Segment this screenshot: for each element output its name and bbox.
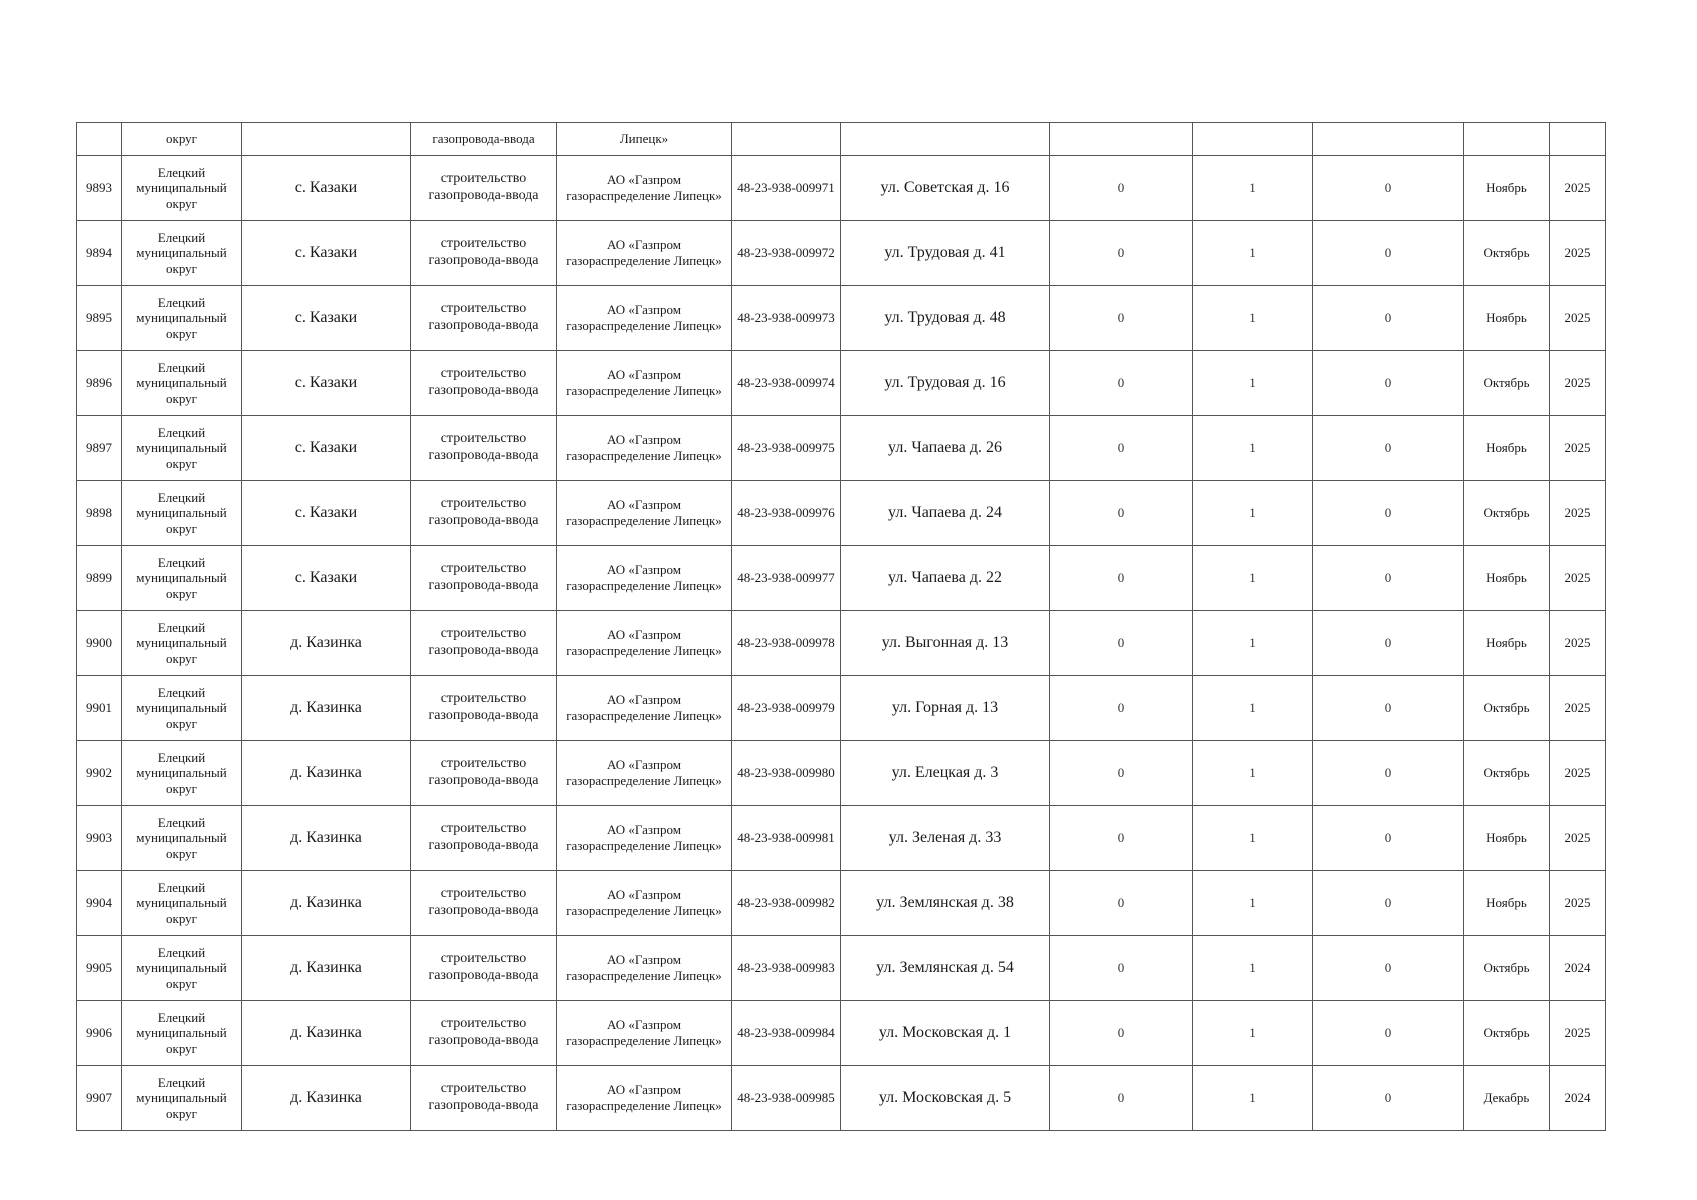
- cell-col8: 0: [1050, 546, 1193, 611]
- cell-col8: 0: [1050, 416, 1193, 481]
- cell-col9: 1: [1193, 936, 1313, 1001]
- cell-col8: [1050, 123, 1193, 156]
- cell-district: Елецкий муниципальный округ: [122, 221, 242, 286]
- cell-locality: д. Казинка: [242, 936, 411, 1001]
- cell-district: Елецкий муниципальный округ: [122, 156, 242, 221]
- cell-work-type: строительство газопровода-ввода: [411, 611, 557, 676]
- cell-no: 9906: [77, 1001, 122, 1066]
- table-row: [77, 806, 1606, 871]
- cell-address: ул. Чапаева д. 26: [841, 416, 1050, 481]
- cell-district: Елецкий муниципальный округ: [122, 1001, 242, 1066]
- cell-organization: АО «Газпром газораспределение Липецк»: [557, 611, 732, 676]
- table-row: [77, 351, 1606, 416]
- cell-col9: 1: [1193, 351, 1313, 416]
- cell-work-type: строительство газопровода-ввода: [411, 416, 557, 481]
- cell-district: Елецкий муниципальный округ: [122, 416, 242, 481]
- cell-district: Елецкий муниципальный округ: [122, 741, 242, 806]
- cell-year: 2025: [1550, 481, 1606, 546]
- cell-organization: АО «Газпром газораспределение Липецк»: [557, 806, 732, 871]
- cell-address: [841, 123, 1050, 156]
- cell-locality: д. Казинка: [242, 676, 411, 741]
- cell-locality: [242, 123, 411, 156]
- cell-year: 2025: [1550, 806, 1606, 871]
- table-row: [77, 1001, 1606, 1066]
- cell-organization: АО «Газпром газораспределение Липецк»: [557, 871, 732, 936]
- cell-col10: 0: [1313, 156, 1464, 221]
- cell-year: 2024: [1550, 936, 1606, 1001]
- cell-col10: 0: [1313, 546, 1464, 611]
- cell-locality: д. Казинка: [242, 611, 411, 676]
- cell-organization: АО «Газпром газораспределение Липецк»: [557, 221, 732, 286]
- cell-no: 9899: [77, 546, 122, 611]
- cell-no: 9898: [77, 481, 122, 546]
- cell-organization: АО «Газпром газораспределение Липецк»: [557, 481, 732, 546]
- cell-col9: 1: [1193, 221, 1313, 286]
- table-row: [77, 286, 1606, 351]
- cell-col9: 1: [1193, 156, 1313, 221]
- cell-col10: [1313, 123, 1464, 156]
- cell-organization: АО «Газпром газораспределение Липецк»: [557, 741, 732, 806]
- cell-col8: 0: [1050, 871, 1193, 936]
- cell-locality: д. Казинка: [242, 741, 411, 806]
- cell-col9: 1: [1193, 1066, 1313, 1131]
- cell-work-type: строительство газопровода-ввода: [411, 676, 557, 741]
- cell-organization: АО «Газпром газораспределение Липецк»: [557, 286, 732, 351]
- cell-organization: АО «Газпром газораспределение Липецк»: [557, 676, 732, 741]
- cell-address: ул. Выгонная д. 13: [841, 611, 1050, 676]
- cell-organization: АО «Газпром газораспределение Липецк»: [557, 1066, 732, 1131]
- cell-locality: д. Казинка: [242, 871, 411, 936]
- cell-organization: АО «Газпром газораспределение Липецк»: [557, 416, 732, 481]
- cell-address: ул. Елецкая д. 3: [841, 741, 1050, 806]
- cell-code: 48-23-938-009978: [732, 611, 841, 676]
- cell-col8: 0: [1050, 806, 1193, 871]
- cell-month: Ноябрь: [1464, 611, 1550, 676]
- cell-code: 48-23-938-009975: [732, 416, 841, 481]
- cell-address: ул. Московская д. 1: [841, 1001, 1050, 1066]
- cell-code: 48-23-938-009983: [732, 936, 841, 1001]
- continuation-row: [77, 123, 1606, 156]
- cell-work-type: строительство газопровода-ввода: [411, 546, 557, 611]
- cell-month: Ноябрь: [1464, 871, 1550, 936]
- cell-month: Ноябрь: [1464, 286, 1550, 351]
- cell-locality: д. Казинка: [242, 1001, 411, 1066]
- cell-col10: 0: [1313, 351, 1464, 416]
- cell-code: 48-23-938-009971: [732, 156, 841, 221]
- cell-locality: д. Казинка: [242, 1066, 411, 1131]
- cell-col8: 0: [1050, 611, 1193, 676]
- cell-year: 2025: [1550, 221, 1606, 286]
- cell-year: 2025: [1550, 351, 1606, 416]
- cell-col10: 0: [1313, 871, 1464, 936]
- cell-year: 2025: [1550, 416, 1606, 481]
- cell-col8: 0: [1050, 1066, 1193, 1131]
- cell-work-type: строительство газопровода-ввода: [411, 481, 557, 546]
- cell-code: [732, 123, 841, 156]
- table-row: [77, 871, 1606, 936]
- cell-col9: [1193, 123, 1313, 156]
- cell-address: ул. Чапаева д. 24: [841, 481, 1050, 546]
- cell-code: 48-23-938-009973: [732, 286, 841, 351]
- cell-col10: 0: [1313, 416, 1464, 481]
- cell-organization: АО «Газпром газораспределение Липецк»: [557, 936, 732, 1001]
- cell-code: 48-23-938-009972: [732, 221, 841, 286]
- cell-work-type: газопровода-ввода: [411, 123, 557, 156]
- cell-col9: 1: [1193, 416, 1313, 481]
- cell-col9: 1: [1193, 611, 1313, 676]
- cell-district: Елецкий муниципальный округ: [122, 351, 242, 416]
- cell-col10: 0: [1313, 806, 1464, 871]
- cell-locality: д. Казинка: [242, 806, 411, 871]
- cell-no: 9902: [77, 741, 122, 806]
- cell-address: ул. Трудовая д. 41: [841, 221, 1050, 286]
- cell-year: 2025: [1550, 676, 1606, 741]
- cell-work-type: строительство газопровода-ввода: [411, 871, 557, 936]
- cell-work-type: строительство газопровода-ввода: [411, 806, 557, 871]
- cell-no: 9901: [77, 676, 122, 741]
- table-body: [77, 123, 1606, 1131]
- cell-work-type: строительство газопровода-ввода: [411, 286, 557, 351]
- cell-district: Елецкий муниципальный округ: [122, 481, 242, 546]
- cell-year: 2025: [1550, 156, 1606, 221]
- cell-locality: с. Казаки: [242, 221, 411, 286]
- cell-work-type: строительство газопровода-ввода: [411, 1001, 557, 1066]
- cell-no: 9907: [77, 1066, 122, 1131]
- cell-year: 2025: [1550, 611, 1606, 676]
- cell-col8: 0: [1050, 936, 1193, 1001]
- cell-month: Октябрь: [1464, 221, 1550, 286]
- table-row: [77, 546, 1606, 611]
- cell-year: 2025: [1550, 741, 1606, 806]
- cell-locality: с. Казаки: [242, 416, 411, 481]
- cell-code: 48-23-938-009977: [732, 546, 841, 611]
- cell-no: 9893: [77, 156, 122, 221]
- cell-month: Октябрь: [1464, 741, 1550, 806]
- cell-year: 2025: [1550, 871, 1606, 936]
- cell-code: 48-23-938-009985: [732, 1066, 841, 1131]
- cell-no: 9897: [77, 416, 122, 481]
- cell-district: Елецкий муниципальный округ: [122, 611, 242, 676]
- cell-col9: 1: [1193, 741, 1313, 806]
- table-row: [77, 156, 1606, 221]
- cell-no: 9895: [77, 286, 122, 351]
- cell-work-type: строительство газопровода-ввода: [411, 221, 557, 286]
- cell-address: ул. Трудовая д. 48: [841, 286, 1050, 351]
- table-row: [77, 221, 1606, 286]
- cell-address: ул. Чапаева д. 22: [841, 546, 1050, 611]
- cell-organization: АО «Газпром газораспределение Липецк»: [557, 1001, 732, 1066]
- cell-address: ул. Землянская д. 38: [841, 871, 1050, 936]
- cell-district: Елецкий муниципальный округ: [122, 1066, 242, 1131]
- cell-locality: с. Казаки: [242, 351, 411, 416]
- cell-locality: с. Казаки: [242, 156, 411, 221]
- cell-month: Декабрь: [1464, 1066, 1550, 1131]
- cell-col10: 0: [1313, 676, 1464, 741]
- table-row: [77, 741, 1606, 806]
- cell-address: ул. Зеленая д. 33: [841, 806, 1050, 871]
- cell-col10: 0: [1313, 1066, 1464, 1131]
- cell-col10: 0: [1313, 741, 1464, 806]
- cell-work-type: строительство газопровода-ввода: [411, 1066, 557, 1131]
- cell-month: Октябрь: [1464, 936, 1550, 1001]
- cell-organization: Липецк»: [557, 123, 732, 156]
- cell-organization: АО «Газпром газораспределение Липецк»: [557, 156, 732, 221]
- cell-col8: 0: [1050, 221, 1193, 286]
- cell-district: Елецкий муниципальный округ: [122, 286, 242, 351]
- cell-code: 48-23-938-009984: [732, 1001, 841, 1066]
- cell-year: 2025: [1550, 546, 1606, 611]
- cell-address: ул. Землянская д. 54: [841, 936, 1050, 1001]
- cell-work-type: строительство газопровода-ввода: [411, 351, 557, 416]
- cell-no: 9894: [77, 221, 122, 286]
- cell-col9: 1: [1193, 806, 1313, 871]
- cell-col9: 1: [1193, 871, 1313, 936]
- cell-month: Ноябрь: [1464, 546, 1550, 611]
- cell-col8: 0: [1050, 1001, 1193, 1066]
- cell-district: Елецкий муниципальный округ: [122, 871, 242, 936]
- cell-col10: 0: [1313, 936, 1464, 1001]
- cell-year: 2024: [1550, 1066, 1606, 1131]
- cell-district: округ: [122, 123, 242, 156]
- table-row: [77, 676, 1606, 741]
- cell-year: 2025: [1550, 1001, 1606, 1066]
- cell-month: Ноябрь: [1464, 806, 1550, 871]
- cell-col9: 1: [1193, 481, 1313, 546]
- cell-month: Ноябрь: [1464, 416, 1550, 481]
- cell-address: ул. Трудовая д. 16: [841, 351, 1050, 416]
- cell-col10: 0: [1313, 481, 1464, 546]
- cell-no: 9896: [77, 351, 122, 416]
- cell-address: ул. Советская д. 16: [841, 156, 1050, 221]
- cell-no: 9905: [77, 936, 122, 1001]
- cell-district: Елецкий муниципальный округ: [122, 936, 242, 1001]
- table-row: [77, 611, 1606, 676]
- gas-connection-table: [76, 122, 1606, 1131]
- cell-month: Ноябрь: [1464, 156, 1550, 221]
- cell-month: [1464, 123, 1550, 156]
- cell-col9: 1: [1193, 546, 1313, 611]
- cell-work-type: строительство газопровода-ввода: [411, 936, 557, 1001]
- table-row: [77, 936, 1606, 1001]
- cell-col9: 1: [1193, 676, 1313, 741]
- cell-no: 9903: [77, 806, 122, 871]
- cell-month: Октябрь: [1464, 676, 1550, 741]
- cell-year: 2025: [1550, 286, 1606, 351]
- cell-month: Октябрь: [1464, 481, 1550, 546]
- cell-col8: 0: [1050, 156, 1193, 221]
- cell-district: Елецкий муниципальный округ: [122, 676, 242, 741]
- cell-organization: АО «Газпром газораспределение Липецк»: [557, 351, 732, 416]
- cell-work-type: строительство газопровода-ввода: [411, 156, 557, 221]
- cell-col9: 1: [1193, 1001, 1313, 1066]
- cell-col9: 1: [1193, 286, 1313, 351]
- cell-no: 9904: [77, 871, 122, 936]
- cell-col10: 0: [1313, 286, 1464, 351]
- cell-work-type: строительство газопровода-ввода: [411, 741, 557, 806]
- cell-no: 9900: [77, 611, 122, 676]
- cell-no: [77, 123, 122, 156]
- cell-organization: АО «Газпром газораспределение Липецк»: [557, 546, 732, 611]
- cell-col8: 0: [1050, 351, 1193, 416]
- table-row: [77, 1066, 1606, 1131]
- cell-code: 48-23-938-009974: [732, 351, 841, 416]
- cell-code: 48-23-938-009981: [732, 806, 841, 871]
- cell-code: 48-23-938-009982: [732, 871, 841, 936]
- cell-address: ул. Горная д. 13: [841, 676, 1050, 741]
- cell-code: 48-23-938-009979: [732, 676, 841, 741]
- cell-col8: 0: [1050, 676, 1193, 741]
- cell-month: Октябрь: [1464, 351, 1550, 416]
- cell-col8: 0: [1050, 741, 1193, 806]
- cell-district: Елецкий муниципальный округ: [122, 806, 242, 871]
- cell-code: 48-23-938-009976: [732, 481, 841, 546]
- cell-locality: с. Казаки: [242, 481, 411, 546]
- cell-locality: с. Казаки: [242, 546, 411, 611]
- table-row: [77, 416, 1606, 481]
- cell-col10: 0: [1313, 221, 1464, 286]
- cell-year: [1550, 123, 1606, 156]
- cell-locality: с. Казаки: [242, 286, 411, 351]
- cell-col8: 0: [1050, 481, 1193, 546]
- table-row: [77, 481, 1606, 546]
- cell-month: Октябрь: [1464, 1001, 1550, 1066]
- cell-col10: 0: [1313, 1001, 1464, 1066]
- cell-col8: 0: [1050, 286, 1193, 351]
- cell-col10: 0: [1313, 611, 1464, 676]
- cell-address: ул. Московская д. 5: [841, 1066, 1050, 1131]
- cell-district: Елецкий муниципальный округ: [122, 546, 242, 611]
- cell-code: 48-23-938-009980: [732, 741, 841, 806]
